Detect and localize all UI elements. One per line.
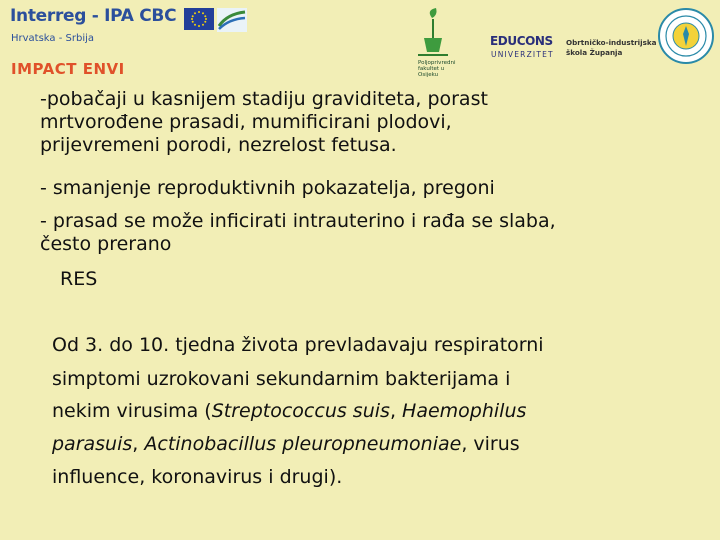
- symptom-line-5: - prasad se može inficirati intrauterino i rađa se slaba,: [40, 210, 556, 232]
- line3-text-b: ,: [389, 400, 403, 422]
- symptom-line-6: često prerano: [40, 233, 172, 255]
- species-haemophilus: Haemophilus: [402, 400, 527, 422]
- res-paragraph-line-3: [52, 400, 526, 422]
- symptom-line-4: - smanjenje reproduktivnih pokazatelja, pregoni: [40, 177, 495, 199]
- species-parasuis: parasuis: [52, 433, 133, 455]
- interreg-subtitle: Hrvatska - Srbija: [11, 33, 95, 44]
- res-paragraph-line-1: Od 3. do 10. tjedna života prevladavaju respiratorni: [52, 334, 544, 356]
- symptom-line-3: prijevremeni porodi, nezrelost fetusa.: [40, 134, 397, 156]
- species-streptococcus: Streptococcus suis: [211, 400, 390, 422]
- symptom-line-1: -pobačaji u kasnijem stadiju graviditeta, porast: [40, 88, 488, 110]
- educons-subtitle: UNIVERZITET: [491, 50, 554, 59]
- res-paragraph-line-2: simptomi uzrokovani sekundarnim bakterijama i: [52, 368, 511, 390]
- impact-envi-label: IMPACT ENVI: [11, 60, 125, 78]
- line3-text-a: nekim virusima (: [52, 400, 212, 422]
- line4-text-b: , virus: [461, 433, 520, 455]
- res-paragraph-line-5: influence, koronavirus i drugi).: [52, 466, 343, 488]
- school-name-line2: škola Županja: [566, 48, 623, 57]
- res-heading: RES: [60, 268, 98, 290]
- faculty-name: Poljoprivredni fakultet u Osijeku: [418, 60, 456, 78]
- interreg-title: Interreg - IPA CBC: [10, 6, 177, 26]
- res-paragraph-line-4: [52, 433, 520, 455]
- school-name-line1: Obrtničko-industrijska: [566, 38, 657, 47]
- symptom-line-2: mrtvorođene prasadi, mumificirani plodovi,: [40, 111, 452, 133]
- line4-text-a: ,: [132, 433, 145, 455]
- educons-name: EDUCONS: [490, 34, 553, 48]
- species-actinobacillus: Actinobacillus pleuropneumoniae: [144, 433, 462, 455]
